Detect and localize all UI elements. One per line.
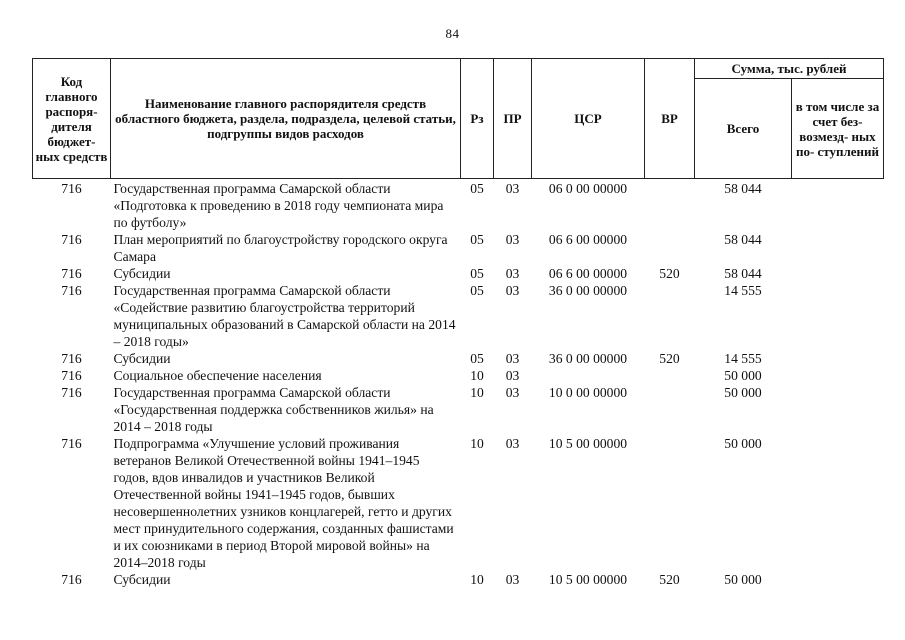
table-header <box>33 59 884 179</box>
cell-code: 716 <box>61 232 82 247</box>
cell-total: 50 000 <box>724 572 762 587</box>
header-csr: ЦСР <box>532 59 645 179</box>
header-rz: Рз <box>461 59 494 179</box>
cell-free <box>792 571 884 588</box>
table-row <box>33 265 884 282</box>
cell-csr <box>532 367 645 384</box>
table-row <box>33 231 884 265</box>
cell-name: Социальное обеспечение населения <box>113 368 322 383</box>
cell-vr <box>645 367 695 384</box>
cell-free <box>792 265 884 282</box>
cell-name: Субсидии <box>113 351 171 366</box>
cell-vr <box>645 282 695 350</box>
cell-pr: 03 <box>505 181 520 196</box>
cell-vr <box>645 435 695 571</box>
cell-total: 58 044 <box>724 266 762 281</box>
cell-total: 14 555 <box>724 283 762 298</box>
header-total: Всего <box>695 79 792 179</box>
cell-free <box>792 367 884 384</box>
page-number: 84 <box>445 26 460 41</box>
header-pr: ПР <box>494 59 532 179</box>
cell-free <box>792 282 884 350</box>
cell-pr: 03 <box>505 351 520 366</box>
cell-pr: 03 <box>505 266 520 281</box>
cell-vr <box>645 231 695 265</box>
cell-total: 50 000 <box>724 436 762 451</box>
cell-pr: 03 <box>505 232 520 247</box>
cell-total: 58 044 <box>724 232 762 247</box>
header-code: Код главного распоря- дителя бюджет- ных средств <box>33 59 111 179</box>
header-vr: ВР <box>645 59 695 179</box>
cell-name: Субсидии <box>113 266 171 281</box>
table-row <box>33 435 884 571</box>
cell-name: Подпрограмма «Улучшение условий проживания ветеранов Великой Отечественной войны 1941–1945 годов, вдов инвалидов и участников Великой Отечественной войны 1941–1945 годов, бывших несовершеннолетних узников концлагерей, гетто и других мест принудительного содержания, созданных фашистами и их союзниками в период Второй мировой войны» на 2014–2018 годы <box>113 436 454 570</box>
cell-pr: 03 <box>505 368 520 383</box>
cell-csr: 36 0 00 00000 <box>548 351 628 366</box>
cell-pr: 03 <box>505 283 520 298</box>
cell-total: 50 000 <box>724 368 762 383</box>
cell-vr <box>645 384 695 435</box>
cell-total: 58 044 <box>724 181 762 196</box>
cell-name: Субсидии <box>113 572 171 587</box>
cell-pr: 03 <box>505 572 520 587</box>
cell-pr: 03 <box>505 436 520 451</box>
header-free: в том числе за счет без- возмезд- ных по- ступлений <box>792 79 884 179</box>
cell-rz: 05 <box>470 266 484 281</box>
cell-name: Государственная программа Самарской области «Содействие развитию благоустройства территорий муниципальных образований в Самарской области на 2014 – 2018 годы» <box>113 283 456 349</box>
cell-rz: 05 <box>470 283 484 298</box>
cell-csr: 10 5 00 00000 <box>548 436 628 451</box>
table-row <box>33 571 884 588</box>
table-row <box>33 179 884 232</box>
cell-csr: 10 5 00 00000 <box>548 572 628 587</box>
cell-rz: 05 <box>470 181 484 196</box>
cell-rz: 10 <box>470 572 484 587</box>
cell-code: 716 <box>61 385 82 400</box>
header-sum: Сумма, тыс. рублей <box>695 59 884 79</box>
cell-code: 716 <box>61 283 82 298</box>
cell-csr: 06 6 00 00000 <box>548 266 628 281</box>
cell-code: 716 <box>61 351 82 366</box>
cell-vr <box>645 179 695 232</box>
cell-csr: 10 0 00 00000 <box>548 385 628 400</box>
cell-name: План мероприятий по благоустройству городского округа Самара <box>113 232 448 264</box>
cell-total: 14 555 <box>724 351 762 366</box>
cell-name: Государственная программа Самарской области «Государственная поддержка собственников жилья» на 2014 – 2018 годы <box>113 385 434 434</box>
cell-free <box>792 231 884 265</box>
cell-csr: 36 0 00 00000 <box>548 283 628 298</box>
cell-csr: 06 6 00 00000 <box>548 232 628 247</box>
cell-vr: 520 <box>659 351 680 366</box>
cell-code: 716 <box>61 572 82 587</box>
cell-rz: 10 <box>470 385 484 400</box>
table-row <box>33 367 884 384</box>
cell-vr: 520 <box>659 266 680 281</box>
cell-code: 716 <box>61 436 82 451</box>
cell-rz: 10 <box>470 436 484 451</box>
cell-rz: 10 <box>470 368 484 383</box>
cell-rz: 05 <box>470 351 484 366</box>
cell-free <box>792 179 884 232</box>
cell-free <box>792 384 884 435</box>
cell-free <box>792 350 884 367</box>
table-row <box>33 282 884 350</box>
cell-vr: 520 <box>659 572 680 587</box>
cell-name: Государственная программа Самарской области «Подготовка к проведению в 2018 году чемпионата мира по футболу» <box>113 181 444 230</box>
table-row <box>33 350 884 367</box>
cell-csr: 06 0 00 00000 <box>548 181 628 196</box>
cell-free <box>792 435 884 571</box>
header-name: Наименование главного распорядителя средств областного бюджета, раздела, подраздела, целевой статьи, подгруппы видов расходов <box>111 59 461 179</box>
budget-table <box>32 58 884 588</box>
cell-total: 50 000 <box>724 385 762 400</box>
table-row <box>33 384 884 435</box>
cell-code: 716 <box>61 266 82 281</box>
cell-pr: 03 <box>505 385 520 400</box>
cell-code: 716 <box>61 368 82 383</box>
cell-code: 716 <box>61 181 82 196</box>
cell-rz: 05 <box>470 232 484 247</box>
table-body <box>33 179 884 589</box>
